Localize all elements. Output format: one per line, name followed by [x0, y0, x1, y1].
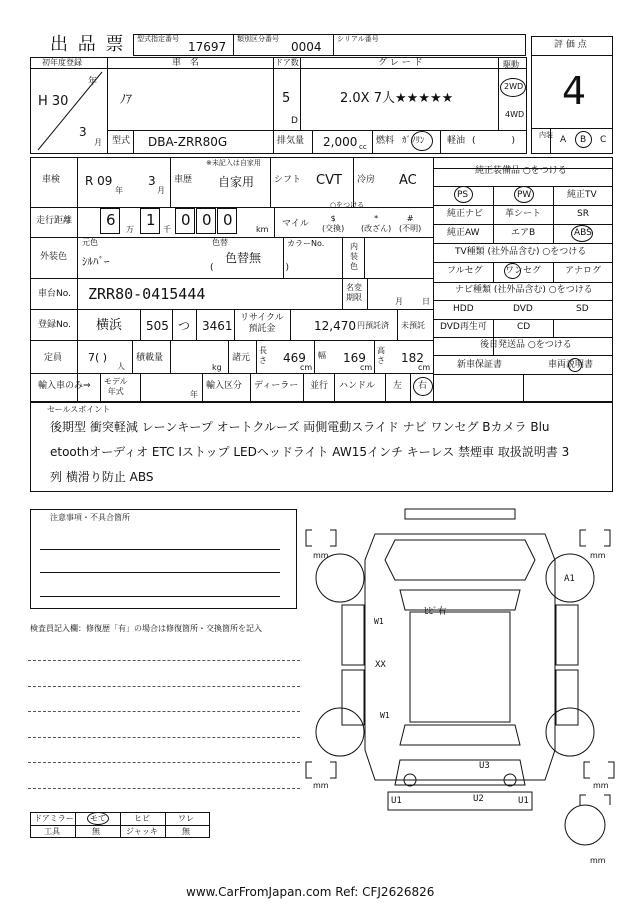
- grade-label: グ レ ー ド: [378, 58, 423, 68]
- mileage-star: * (改ざん): [361, 214, 392, 233]
- load-kg: kg: [212, 363, 222, 372]
- navi-title: ナビ種類 (社外品含む) ○をつける: [455, 285, 593, 295]
- acc-tools: 工具: [44, 827, 60, 836]
- mileage-digit-2: 1: [146, 211, 156, 229]
- model-year-label: モデル 年式: [104, 377, 128, 396]
- acc-jack: ジャッキ: [126, 827, 158, 836]
- import-dealer: ディーラー: [254, 381, 299, 391]
- chassis-label: 車台No.: [38, 289, 71, 299]
- bracket-fr: [580, 530, 610, 546]
- navi-sd: SD: [576, 304, 589, 314]
- grade-value: 2.0X 7人★★★★★: [340, 91, 454, 106]
- model-no-label: 型式指定番号: [137, 35, 179, 43]
- tv-title: TV種類 (社外品含む) ○をつける: [455, 247, 587, 257]
- sales-line-1: 後期型 衝突軽減 レーンキープ オートクルーズ 両側電動スライド ナビ ワンセグ Bカメラ Blu: [50, 420, 550, 434]
- acc-tools-val: 無: [92, 827, 100, 836]
- ac-value: AC: [399, 173, 417, 188]
- damage-u2: U2: [473, 794, 484, 804]
- doors-label: ドア数: [275, 58, 299, 67]
- insp-month-suffix: 月: [157, 186, 165, 195]
- left-front-door: [342, 605, 364, 665]
- damage-xx: XX: [375, 660, 386, 670]
- sheet-title: 出 品 票: [50, 34, 126, 55]
- mileage-circle-note: ○をつける: [330, 201, 365, 209]
- tailgate: [395, 760, 525, 785]
- insp-label: 車検: [42, 175, 61, 185]
- mileage-man: 万: [126, 225, 134, 234]
- use-value: 自家用: [218, 175, 255, 189]
- navi-dvd-play: DVD再生可: [440, 322, 487, 332]
- equip-airbag: エアB: [511, 228, 536, 238]
- doors-value: 5: [282, 91, 291, 106]
- mm-fl: mm: [313, 551, 329, 560]
- door-type: D: [291, 116, 298, 126]
- acc-crack: ヒビ: [134, 814, 150, 823]
- rear-glass: [400, 725, 520, 745]
- bracket-spare: [580, 795, 610, 805]
- handle-left: 左: [393, 381, 403, 391]
- name-change-label: 名変 期限: [346, 283, 362, 302]
- rear-bumper: [388, 792, 532, 810]
- interior-b: B: [580, 135, 587, 145]
- bracket-rr: [584, 762, 614, 778]
- fuel-label: 燃料: [376, 136, 395, 146]
- hgt-label: 高 さ: [377, 346, 385, 365]
- insp-year-suffix: 年: [115, 186, 123, 195]
- wheel-rear-left: [316, 708, 364, 756]
- plate-num: 505: [146, 319, 169, 333]
- interior-c: C: [600, 135, 607, 145]
- disp-label: 排気量: [277, 136, 305, 146]
- mileage-dollar: $ (交換): [322, 214, 345, 233]
- equip-navi: 純正ナビ: [447, 209, 484, 219]
- mileage-hash: # (不明): [399, 214, 422, 233]
- mileage-digit-5: 0: [223, 211, 233, 229]
- load-label: 積載量: [136, 353, 164, 363]
- mm-fr: mm: [590, 551, 606, 560]
- diesel-label: 軽油: [447, 136, 466, 146]
- name-change-day: 日: [422, 297, 430, 306]
- capacity-value: 7( ): [88, 351, 108, 364]
- bracket-fl: [306, 530, 336, 546]
- equip-pw: PW: [517, 190, 532, 200]
- tv-oneseg: ワンセグ: [505, 266, 542, 276]
- shift-label: シフト: [274, 175, 302, 185]
- body-outline: [365, 534, 555, 780]
- roof: [410, 612, 510, 722]
- docs-manual: 車両説明書: [548, 360, 594, 370]
- chassis-value: ZRR80-0415444: [88, 285, 206, 303]
- handle-right: 右: [418, 381, 428, 391]
- len-value: 469: [283, 351, 306, 365]
- insp-month: 3: [148, 174, 156, 188]
- wid-label: 幅: [318, 351, 326, 360]
- ac-label: 冷房: [357, 175, 376, 185]
- sales-label: セールスポイント: [47, 405, 111, 414]
- first-reg-era: H 30: [38, 94, 69, 109]
- import-label: 輸入車のみ⇒: [38, 381, 91, 391]
- right-front-door: [556, 605, 578, 665]
- name-change-month: 月: [395, 297, 403, 306]
- damage-u1-right: U1: [518, 796, 529, 806]
- tv-fullseg: フルセグ: [447, 266, 483, 276]
- mileage-mile: マイル: [282, 219, 309, 229]
- class-no: 0004: [291, 40, 322, 54]
- model-no: 17697: [188, 40, 227, 54]
- equip-ps: PS: [457, 190, 469, 200]
- recycle-unpaid: 未預託: [401, 321, 425, 330]
- tv-oneseg-circle: [504, 263, 521, 279]
- shift-value: CVT: [316, 173, 342, 188]
- hood: [385, 540, 535, 580]
- drive-2wd-circle: [500, 78, 526, 97]
- equip-tv: 純正TV: [567, 190, 597, 200]
- plate-city: 横浜: [96, 318, 123, 333]
- tv-analog: アナログ: [565, 266, 602, 276]
- capacity-unit: 人: [117, 362, 125, 371]
- mileage-km: km: [256, 225, 269, 234]
- mm-rl: mm: [313, 781, 329, 790]
- color-repaint: 色替無: [225, 251, 262, 265]
- recycle-label: リサイクル 預託金: [240, 313, 284, 334]
- acc-broke: ワレ: [178, 814, 194, 823]
- acc-mirror-circle: [87, 812, 109, 825]
- fuel-circle: [411, 131, 433, 151]
- fuel-value: ｶﾞｿﾘﾝ: [402, 136, 425, 146]
- mileage-sen: 千: [163, 225, 171, 234]
- first-reg-month-suffix: 月: [94, 138, 102, 147]
- docs-title: 後日発送品 ○をつける: [480, 340, 572, 350]
- hgt-value: 182: [401, 351, 424, 365]
- front-bumper: [405, 509, 515, 519]
- plate-serial: 3461: [202, 319, 233, 333]
- hgt-cm: cm: [418, 363, 431, 372]
- wid-value: 169: [343, 351, 366, 365]
- left-rear-door: [342, 670, 364, 725]
- wid-cm: cm: [360, 363, 373, 372]
- spare-wheel: [565, 805, 605, 845]
- equip-abs: ABS: [574, 228, 592, 238]
- insp-era: R 09: [85, 174, 113, 188]
- color-label: 外装色: [40, 252, 68, 262]
- first-reg-label: 初年度登録: [42, 58, 82, 67]
- capacity-label: 定員: [44, 353, 63, 363]
- damage-w1-front: W1: [374, 617, 384, 626]
- wheel-rear-right: [546, 708, 594, 756]
- plate-kana: つ: [178, 319, 191, 333]
- color-paren: ( ): [210, 263, 290, 273]
- damage-u1-left: U1: [391, 796, 402, 806]
- len-label: 長 さ: [259, 346, 267, 365]
- type-label: 型式: [112, 136, 131, 146]
- equip-leather: 革シート: [505, 209, 542, 219]
- mm-rr: mm: [593, 781, 609, 790]
- fuel-paren: ( ): [472, 136, 516, 146]
- class-no-label: 類別区分番号: [237, 35, 279, 43]
- color-orig: ｼﾙﾊﾞｰ: [82, 255, 110, 268]
- disp-unit: cc: [359, 143, 367, 151]
- damage-w1-rear: W1: [380, 711, 390, 720]
- rating-score: 4: [562, 69, 587, 113]
- navi-hdd: HDD: [453, 304, 474, 314]
- notes-box: [30, 509, 297, 609]
- interior-a: A: [560, 135, 567, 145]
- bracket-rl: [306, 762, 336, 778]
- acc-jack-val: 無: [182, 827, 190, 836]
- disp-value: 2,000: [323, 135, 358, 149]
- import-class-label: 輸入区分: [206, 381, 243, 391]
- equip-sr: SR: [577, 209, 589, 219]
- car-name-label: 車 名: [172, 58, 200, 68]
- mileage-digit-3: 0: [181, 211, 191, 229]
- mileage-digit-4: 0: [202, 211, 212, 229]
- docs-warranty: 新車保証書: [457, 360, 503, 370]
- equip-ps-circle: [454, 186, 473, 203]
- first-reg-year-suffix: 年: [88, 77, 98, 87]
- use-note: ※未記入は自家用: [206, 159, 261, 167]
- drive-4wd: 4WD: [505, 110, 525, 119]
- mm-spare: mm: [590, 856, 606, 865]
- wheel-front-left: [316, 554, 364, 602]
- handle-label: ハンドル: [339, 381, 376, 391]
- dim-label: 諸元: [232, 353, 251, 363]
- import-parallel: 並行: [310, 381, 329, 391]
- windshield: [400, 590, 520, 610]
- drive-label: 駆動: [503, 60, 519, 69]
- mileage-label: 走行距離: [36, 216, 73, 226]
- model-year-suffix: 年: [190, 390, 198, 399]
- equip-title: 純正装備品 ○をつける: [475, 166, 567, 176]
- damage-a1: A1: [564, 574, 575, 584]
- drive-2wd: 2WD: [504, 82, 524, 91]
- color-repaint-label: 色替: [212, 238, 228, 247]
- recycle-value: 12,470: [314, 319, 356, 333]
- recycle-deposit: 円預託済: [357, 321, 389, 330]
- notes-label: 注意事項・不具合箇所: [50, 513, 130, 522]
- car-name: ﾉｱ: [120, 92, 133, 106]
- len-cm: cm: [300, 363, 313, 372]
- plate-label: 登録No.: [38, 320, 71, 330]
- interior-label: 内装: [539, 131, 553, 139]
- rating-label: 評 価 点: [554, 40, 587, 50]
- serial-label: シリアル番号: [337, 35, 379, 43]
- type-value: DBA-ZRR80G: [148, 135, 228, 149]
- inspector-label: 検査員記入欄：修復歴「有」の場合は修復箇所・交換箇所を記入: [30, 624, 262, 633]
- sales-line-2: etoothオーディオ ETC Iストップ LEDヘッドライト AW15インチ キーレス 禁煙車 取扱説明書 3: [50, 445, 570, 459]
- use-label: 車歴: [174, 175, 193, 185]
- sales-line-3: 列 横滑り防止 ABS: [50, 470, 154, 484]
- damage-u3: U3: [479, 761, 490, 771]
- navi-dvd: DVD: [513, 304, 533, 314]
- first-reg-month: 3: [79, 125, 87, 139]
- int-color-label: 内 装 色: [350, 242, 358, 271]
- right-rear-door: [556, 670, 578, 725]
- color-no-label: カラーNo.: [287, 239, 325, 248]
- acc-mirror: ドアミラー: [34, 814, 74, 823]
- footer-ref: www.CarFromJapan.com Ref: CFJ2626826: [186, 885, 435, 899]
- equip-pw-circle: [514, 186, 534, 203]
- equip-abs-circle: [571, 225, 593, 242]
- mileage-digit-1: 6: [106, 211, 116, 229]
- docs-manual-circle: [568, 358, 582, 372]
- navi-cd: CD: [517, 322, 531, 332]
- interior-b-circle: [575, 131, 592, 148]
- acc-mirror-val: モて: [90, 814, 106, 823]
- car-diagram: [300, 500, 640, 870]
- handle-right-circle: [413, 377, 433, 396]
- damage-hibi: ﾋﾋﾞ右: [424, 607, 447, 617]
- color-orig-label: 元色: [82, 238, 98, 247]
- equip-aw: 純正AW: [447, 228, 480, 238]
